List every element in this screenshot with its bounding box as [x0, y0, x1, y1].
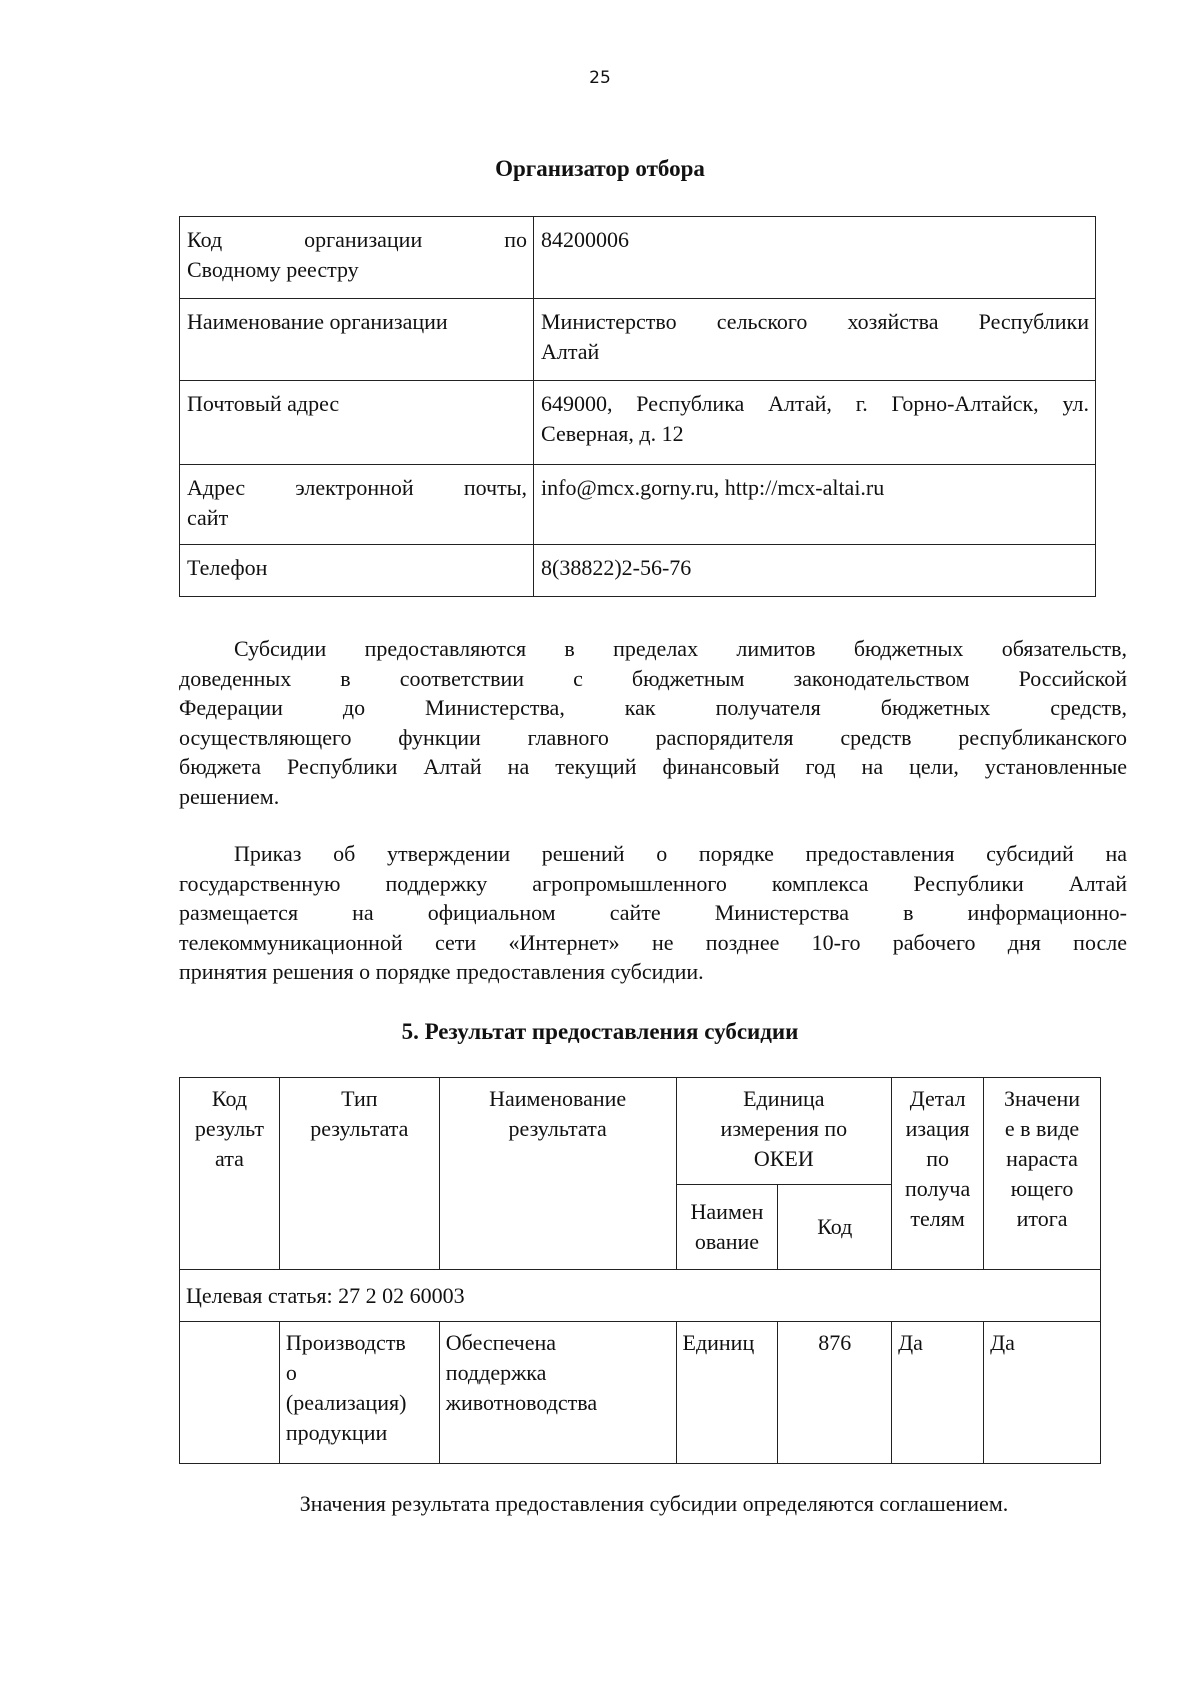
- header-unit: [676, 1078, 892, 1185]
- result-unit-code: 876: [778, 1322, 892, 1464]
- header-line: телям: [910, 1206, 965, 1231]
- paragraph-line: государственную поддержку агропромышленного комплекса Республики Алтай: [179, 870, 1127, 896]
- table-row: [180, 381, 1096, 465]
- label-cell: [180, 381, 534, 465]
- label-line: Сводному реестру: [187, 257, 359, 282]
- header-line: ющего: [1010, 1176, 1074, 1201]
- label-cell: [180, 299, 534, 381]
- header-line: Наименование: [489, 1086, 627, 1111]
- header-line: по: [926, 1146, 949, 1171]
- cell-line: продукции: [285, 1420, 388, 1445]
- header-line: ОКЕИ: [753, 1146, 814, 1171]
- value-text: Министерство сельского хозяйства Республики: [541, 309, 1089, 334]
- paragraph-line: осуществляющего функции главного распорядителя средств республиканского: [179, 724, 1127, 750]
- header-line: нараста: [1006, 1146, 1078, 1171]
- organizer-table: [179, 216, 1096, 597]
- header-line: результата: [310, 1116, 409, 1141]
- table-row: [180, 545, 1096, 597]
- header-line: измерения по: [720, 1116, 848, 1141]
- label-cell: [180, 217, 534, 299]
- value-cell: [534, 465, 1096, 545]
- label-line: сайт: [187, 505, 229, 530]
- value-cell: [534, 217, 1096, 299]
- table-row: [180, 217, 1096, 299]
- header-line: результ: [194, 1116, 264, 1141]
- organizer-heading: Организатор отбора: [495, 156, 705, 181]
- cell-line: Производств: [285, 1330, 406, 1355]
- header-detail: [892, 1078, 984, 1270]
- header-name: [439, 1078, 676, 1270]
- header-code: [180, 1078, 280, 1270]
- result-cumulative: Да: [984, 1322, 1101, 1464]
- table-row: [180, 465, 1096, 545]
- header-line: результата: [508, 1116, 607, 1141]
- header-row: [180, 1078, 1101, 1185]
- value-text: Алтай: [541, 339, 600, 364]
- header-line: ование: [694, 1229, 760, 1254]
- cell-line: о: [285, 1360, 297, 1385]
- header-unit-name: [676, 1185, 778, 1270]
- label-line: Наименование организации: [187, 309, 448, 334]
- header-line: Наимен: [690, 1199, 764, 1224]
- header-line: получа: [904, 1176, 971, 1201]
- header-line: итога: [1016, 1206, 1068, 1231]
- header-line: ата: [215, 1146, 244, 1171]
- header-line: Код: [211, 1086, 248, 1111]
- value-cell: [534, 299, 1096, 381]
- result-name: [439, 1322, 676, 1464]
- cell-line: поддержка: [445, 1360, 547, 1385]
- result-unit-name: Единиц: [676, 1322, 778, 1464]
- result-table: [179, 1077, 1101, 1464]
- header-cumulative: [984, 1078, 1101, 1270]
- cell-line: животноводства: [445, 1390, 598, 1415]
- label-cell: [180, 465, 534, 545]
- page-number: 25: [589, 68, 611, 88]
- label-line: Код организации по: [187, 227, 527, 252]
- label-line: Почтовый адрес: [187, 391, 340, 416]
- target-article: Целевая статья: 27 2 02 60003: [180, 1270, 1101, 1322]
- label-line: Телефон: [187, 555, 268, 580]
- cell-line: Обеспечена: [445, 1330, 557, 1355]
- value-text: info@mcx.gorny.ru, http://mcx-altai.ru: [541, 475, 885, 500]
- target-article-row: [180, 1270, 1101, 1322]
- result-type: [279, 1322, 439, 1464]
- header-line: Тип: [341, 1086, 378, 1111]
- value-text: Северная, д. 12: [541, 421, 684, 446]
- header-line: Детал: [909, 1086, 966, 1111]
- label-line: Адрес электронной почты,: [187, 475, 527, 500]
- paragraph-subsidies: [179, 634, 1127, 811]
- paragraph-line: размещается на официальном сайте Министерства в информационно-: [179, 900, 1127, 925]
- header-unit-code: Код: [778, 1185, 892, 1270]
- value-text: 8(38822)2-56-76: [541, 555, 692, 580]
- value-text: 649000, Республика Алтай, г. Горно-Алтайск, ул.: [541, 391, 1089, 416]
- paragraph-line: Федерации до Министерства, как получателя бюджетных средств,: [179, 695, 1127, 720]
- paragraph-line: принятия решения о порядке предоставления субсидии.: [179, 959, 704, 984]
- paragraph-line: телекоммуникационной сети «Интернет» не позднее 10-го рабочего дня после: [179, 929, 1127, 955]
- header-line: Единица: [743, 1086, 825, 1111]
- cell-line: (реализация): [285, 1390, 407, 1415]
- paragraph-order: [179, 839, 1127, 987]
- table-row: [180, 299, 1096, 381]
- header-line: е в виде: [1004, 1116, 1080, 1141]
- section5-heading: 5. Результат предоставления субсидии: [401, 1019, 799, 1044]
- result-code: [180, 1322, 280, 1464]
- result-detail: Да: [892, 1322, 984, 1464]
- table-row: [180, 1322, 1101, 1464]
- paragraph-line: решением.: [179, 783, 280, 809]
- header-line: изация: [905, 1116, 970, 1141]
- footer-note: Значения результата предоставления субсидии определяются соглашением.: [299, 1491, 1009, 1516]
- header-type: [279, 1078, 439, 1270]
- label-cell: [180, 545, 534, 597]
- value-cell: [534, 381, 1096, 465]
- paragraph-line: доведенных в соответствии с бюджетным законодательством Российской: [179, 665, 1127, 691]
- value-text: 84200006: [541, 227, 629, 252]
- paragraph-line: Субсидии предоставляются в пределах лимитов бюджетных обязательств,: [234, 636, 1127, 661]
- header-line: Значени: [1004, 1086, 1081, 1111]
- paragraph-line: бюджета Республики Алтай на текущий финансовый год на цели, установленные: [179, 754, 1127, 779]
- value-cell: [534, 545, 1096, 597]
- paragraph-line: Приказ об утверждении решений о порядке предоставления субсидий на: [234, 841, 1127, 866]
